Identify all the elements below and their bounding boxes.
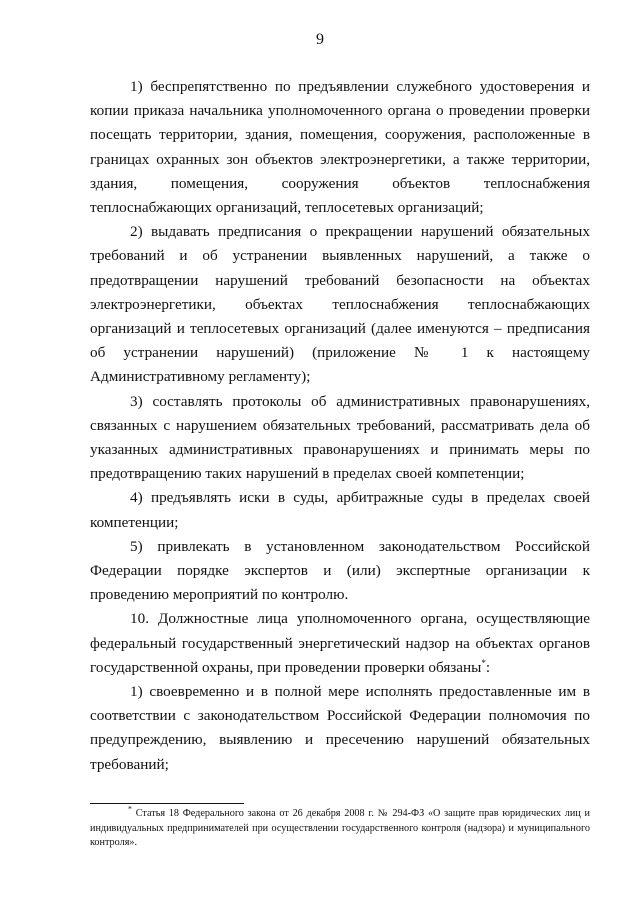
section-10-colon: : bbox=[485, 658, 491, 676]
footnote bbox=[90, 804, 590, 851]
document-body bbox=[90, 75, 590, 777]
paragraph-item-1: 1) беспрепятственно по предъявлении служебного удостоверения и копии приказа начальника уполномоченного органа о проведении проверки посещать территории, здания, помещения, сооружения, расположенные в границах охранных зон объектов электроэнергетики, а также территории, здания, помещения, сооружения объектов теплоснабжения теплоснабжающих организаций, теплосетевых организаций; bbox=[90, 78, 590, 217]
section-10-text: 10. Должностные лица уполномоченного органа, осуществляющие федеральный государственный энергетический надзор на объектах органов государственной охраны, при проведении проверки обязаны bbox=[90, 610, 590, 676]
footnote-text: Статья 18 Федерального закона от 26 декабря 2008 г. № 294-ФЗ «О защите прав юридических лиц и индивидуальных предпринимателей при осуществлении государственного контроля (надзора) и муниципального контроля». bbox=[90, 808, 590, 848]
footnote-marker: * bbox=[128, 804, 132, 814]
footnote-separator bbox=[90, 803, 244, 804]
paragraph-item-4: 4) предъявлять иски в суды, арбитражные суды в пределах своей компетенции; bbox=[90, 489, 590, 531]
paragraph-section-10 bbox=[90, 607, 590, 680]
page-number: 9 bbox=[316, 31, 324, 48]
paragraph-duty-1: 1) своевременно и в полной мере исполнять предоставленные им в соответствии с законодательством Российской Федерации полномочия по предупреждению, выявлению и пресечению нарушений обязательных требований; bbox=[90, 683, 590, 773]
paragraph-item-2: 2) выдавать предписания о прекращении нарушений обязательных требований и об устранении выявленных нарушений, а также о предотвращении нарушений требований безопасности на объектах электроэнергетики, объектах теплоснабжения теплоснабжающих организаций и теплосетевых организаций (далее именуются – предписания об устранении нарушений) (приложение № 1 к настоящему Административному регламенту); bbox=[90, 223, 590, 386]
paragraph-item-5: 5) привлекать в установленном законодательством Российской Федерации порядке экспертов и (или) экспертные организации к проведению мероприятий по контролю. bbox=[90, 537, 590, 604]
paragraph-item-3: 3) составлять протоколы об административных правонарушениях, связанных с нарушением обязательных требований, рассматривать дела об указанных административных правонарушениях и принимать меры по предотвращению таких нарушений в пределах своей компетенции; bbox=[90, 392, 590, 483]
footnote-reference: * bbox=[481, 657, 486, 668]
